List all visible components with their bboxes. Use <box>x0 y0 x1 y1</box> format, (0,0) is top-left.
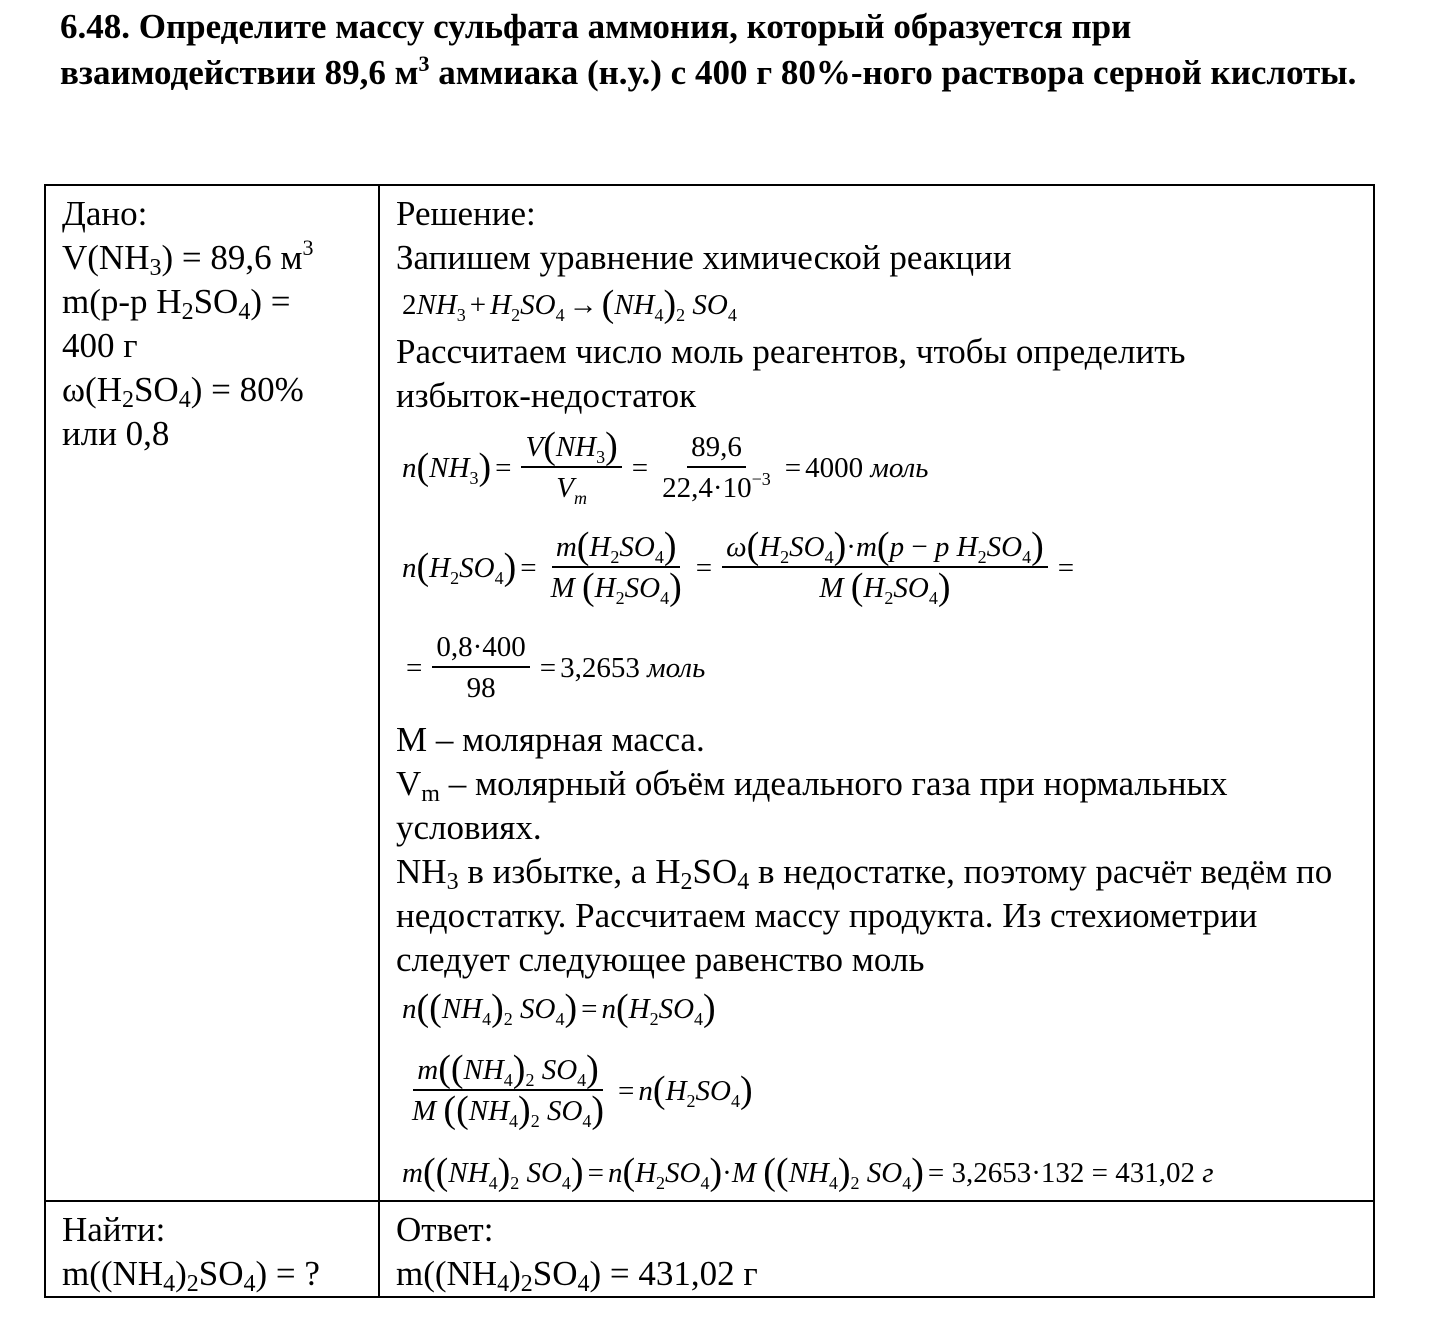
find-cell <box>45 1201 379 1297</box>
equation-mole-equality: $n((NH_4)_2$ $SO_4$) = $n(H_2SO_4)$ <box>402 986 716 1029</box>
equation-n-nh3: $n(NH_3)$ = $\frac{V(NH_3)}{V_m}$ = $\frac{89,6}{22,4\cdot 10^{-3}}$ = 4000 моль <box>402 425 929 508</box>
answer-cell <box>379 1201 1374 1297</box>
given-mass-value: 400 г <box>62 326 138 365</box>
find-target: $m((NH_4)_2SO_4)$ = ? <box>62 1254 320 1297</box>
note-molar-mass: M – молярная масса. <box>396 720 705 759</box>
equation-n-h2so4-value: = $\frac{0,8\cdot 400}{98}$ = 3,2653 моль <box>406 631 706 704</box>
given-omega-alt: или 0,8 <box>62 414 170 453</box>
solution-intro: Запишем уравнение химической реакции <box>396 238 1012 277</box>
equation-mass-ratio: $\frac{m((NH_4)_2 SO_4)}{M ((NH_4)_2 SO_4)}$ = $n(H_2SO_4)$ <box>412 1048 753 1131</box>
given-volume-nh3: $V(NH_3) = 89,6$ $м^3$ <box>62 235 314 281</box>
solution-cell <box>379 185 1374 1201</box>
answer-value: $m((NH_4)_2SO_4) = 431,02$ г <box>396 1254 758 1297</box>
reaction-equation: $2NH_3 + H_2SO_4 \to (NH_4)_2$ $SO_4$ <box>402 282 737 325</box>
solution-label: Решение: <box>396 194 536 233</box>
problem-statement <box>60 4 1390 96</box>
equation-final-mass: $m((NH_4)_2$ $SO_4$) = $n(H_2SO_4)\cdot M$ ($(NH_4)_2$ $SO_4$) = 3,2653·132 = 431,02 г <box>402 1150 1214 1193</box>
problem-number: 6.48. <box>60 7 130 46</box>
problem-text: Определите массу сульфата аммония, который образуется при взаимодействии 89,6 $м^3$ аммиака (н.у.) с 400 г 80%-ного раствора серной кислоты. <box>60 7 1357 92</box>
note-molar-volume: $V_m$ – молярный объём идеального газа при нормальных условиях. <box>396 764 1228 847</box>
solution-table <box>44 184 1375 1298</box>
given-cell <box>45 185 379 1201</box>
given-mass-solution: m(р-р $H_2SO_4$) = <box>62 282 291 325</box>
excess-text: $NH_3$ в избытке, а $H_2SO_4$ в недостатке, поэтому расчёт ведём по недостатку. Рассчитаем массу продукта. Из стехиометрии следует следующее равенство моль <box>396 852 1333 979</box>
reagents-text: Рассчитаем число моль реагентов, чтобы определить избыток-недостаток <box>396 332 1186 415</box>
given-label: Дано: <box>62 194 148 233</box>
answer-label: Ответ: <box>396 1210 494 1249</box>
equation-n-h2so4: $n(H_2SO_4)$ = $\frac{m(H_2SO_4)}{M (H_2SO_4)}$ = $\frac{\omega(H_2SO_4)\cdot m(p - p H_2SO_4)}{M (H_2SO_4)}$ = <box>402 525 1075 608</box>
given-omega: $\omega(H_2SO_4) = 80\%$ <box>62 370 304 413</box>
find-label: Найти: <box>62 1210 166 1249</box>
